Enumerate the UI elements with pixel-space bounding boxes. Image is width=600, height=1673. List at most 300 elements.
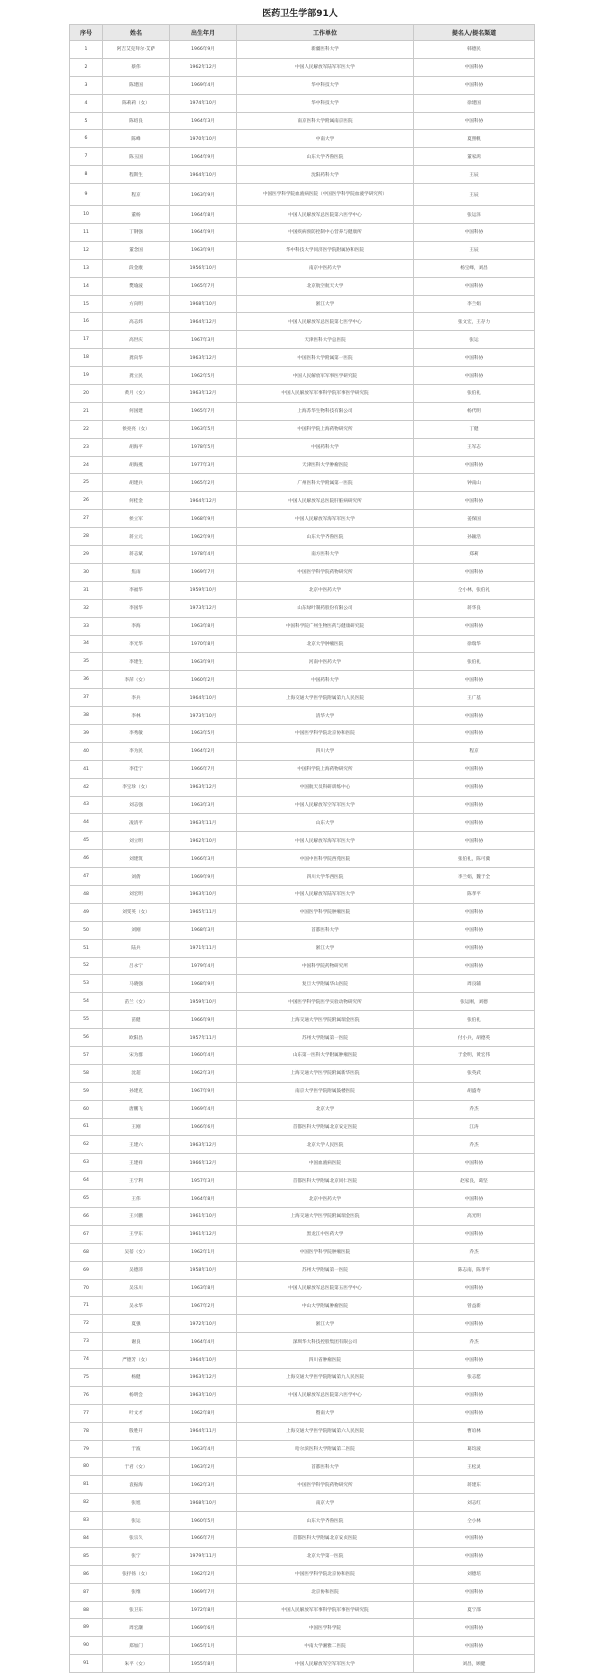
cell-nominator: 夏宁邵 [414, 1601, 535, 1619]
cell-index: 2 [70, 58, 103, 76]
cell-name: 欧阳昌 [103, 1029, 170, 1047]
table-row [70, 1154, 535, 1172]
cell-birth: 1957年11月 [170, 1029, 237, 1047]
cell-nominator: 中国科协 [414, 707, 535, 725]
cell-index: 48 [70, 885, 103, 903]
cell-name: 周宏灏 [103, 1619, 170, 1637]
cell-workplace: 北京协和医院 [237, 1583, 414, 1601]
cell-index: 41 [70, 760, 103, 778]
cell-index: 81 [70, 1476, 103, 1494]
cell-birth: 1964年8月 [170, 1190, 237, 1208]
cell-workplace: 上海交通大学医学院附属第九人民医院 [237, 689, 414, 707]
table-row [70, 1458, 535, 1476]
cell-nominator: 夏照帆 [414, 130, 535, 148]
cell-workplace: 深圳华大科技控股集团有限公司 [237, 1333, 414, 1351]
cell-name: 侯亮亮（女） [103, 420, 170, 438]
table-row [70, 957, 535, 975]
table-row [70, 224, 535, 242]
cell-index: 87 [70, 1583, 103, 1601]
cell-name: 陈玉国 [103, 148, 170, 166]
cell-nominator: 中国科协 [414, 921, 535, 939]
cell-birth: 1967年9月 [170, 1082, 237, 1100]
cell-workplace: 中国血液病医院 [237, 1154, 414, 1172]
cell-nominator: 刘昌，顾健 [414, 1655, 535, 1673]
cell-name: 李国华 [103, 599, 170, 617]
cell-birth: 1963年3月 [170, 796, 237, 814]
cell-index: 49 [70, 903, 103, 921]
cell-index: 73 [70, 1333, 103, 1351]
cell-birth: 1963年4月 [170, 1440, 237, 1458]
cell-birth: 1963年11月 [170, 814, 237, 832]
cell-workplace: 山东大学齐鲁医院 [237, 148, 414, 166]
cell-index: 54 [70, 993, 103, 1011]
table-row [70, 420, 535, 438]
cell-index: 39 [70, 724, 103, 742]
table-row [70, 385, 535, 403]
cell-index: 88 [70, 1601, 103, 1619]
table-row [70, 277, 535, 295]
header-birth: 出生年月 [170, 25, 237, 41]
cell-workplace: 上海苏华生物科技有限公司 [237, 402, 414, 420]
cell-name: 杨健 [103, 1369, 170, 1387]
cell-index: 22 [70, 420, 103, 438]
cell-index: 62 [70, 1136, 103, 1154]
cell-name: 吴蓓（女） [103, 1243, 170, 1261]
cell-index: 6 [70, 130, 103, 148]
cell-nominator: 张伯礼，陈可冀 [414, 850, 535, 868]
table-row [70, 1351, 535, 1369]
table-row [70, 1243, 535, 1261]
cell-workplace: 四川大学 [237, 742, 414, 760]
header-index: 序号 [70, 25, 103, 41]
cell-birth: 1966年3月 [170, 850, 237, 868]
table-row [70, 349, 535, 367]
table-row [70, 1547, 535, 1565]
cell-index: 77 [70, 1404, 103, 1422]
table-row [70, 1082, 535, 1100]
cell-birth: 1978年4月 [170, 546, 237, 564]
cell-index: 40 [70, 742, 103, 760]
cell-nominator: 中国科协 [414, 76, 535, 94]
cell-workplace: 首都医科大学附属北京安贞医院 [237, 1530, 414, 1548]
cell-birth: 1963年12月 [170, 1369, 237, 1387]
cell-index: 85 [70, 1547, 103, 1565]
cell-workplace: 中国人民解放军总医院第六医学中心 [237, 1386, 414, 1404]
cell-workplace: 中国人民解放军军事科学院军事医学研究院 [237, 1601, 414, 1619]
table-row [70, 671, 535, 689]
cell-name: 杨明会 [103, 1386, 170, 1404]
cell-nominator: 中国科协 [414, 1547, 535, 1565]
cell-nominator: 张伯礼 [414, 385, 535, 403]
cell-nominator: 乔杰 [414, 1136, 535, 1154]
table-row [70, 130, 535, 148]
table-row [70, 742, 535, 760]
cell-nominator: 董家鸿 [414, 148, 535, 166]
table-row [70, 921, 535, 939]
cell-birth: 1966年7月 [170, 1530, 237, 1548]
cell-nominator: 中国科协 [414, 814, 535, 832]
cell-workplace: 中国科学院上海药物研究所 [237, 420, 414, 438]
cell-birth: 1973年12月 [170, 599, 237, 617]
cell-nominator: 乔杰 [414, 1243, 535, 1261]
cell-birth: 1973年10月 [170, 707, 237, 725]
cell-birth: 1963年10月 [170, 885, 237, 903]
cell-name: 李佳宁 [103, 760, 170, 778]
cell-index: 78 [70, 1422, 103, 1440]
cell-workplace: 山东第一医科大学附属肿瘤医院 [237, 1046, 414, 1064]
table-row [70, 832, 535, 850]
cell-birth: 1966年9月 [170, 1011, 237, 1029]
cell-nominator: 张志愿 [414, 1369, 535, 1387]
cell-index: 59 [70, 1082, 103, 1100]
cell-name: 阿吉艾克拜尔·艾萨 [103, 41, 170, 59]
cell-name: 张卫东 [103, 1601, 170, 1619]
cell-index: 23 [70, 438, 103, 456]
cell-name: 方向明 [103, 295, 170, 313]
cell-name: 焦雨 [103, 563, 170, 581]
cell-birth: 1963年9月 [170, 184, 237, 206]
header-workplace: 工作单位 [237, 25, 414, 41]
cell-birth: 1964年10月 [170, 1351, 237, 1369]
cell-workplace: 中国疾病预防控制中心营养与健康所 [237, 224, 414, 242]
cell-name: 李萍（女） [103, 671, 170, 689]
cell-nominator: 中国科协 [414, 1279, 535, 1297]
cell-nominator: 蒋建东 [414, 1476, 535, 1494]
cell-name: 凌清平 [103, 814, 170, 832]
cell-index: 17 [70, 331, 103, 349]
cell-birth: 1969年9月 [170, 868, 237, 886]
cell-index: 4 [70, 94, 103, 112]
table-row [70, 993, 535, 1011]
cell-workplace: 南京医科大学附属南京医院 [237, 112, 414, 130]
cell-name: 李福华 [103, 581, 170, 599]
table-row [70, 184, 535, 206]
cell-nominator: 中国科协 [414, 1404, 535, 1422]
table-row [70, 166, 535, 184]
cell-name: 龚立民 [103, 367, 170, 385]
cell-index: 7 [70, 148, 103, 166]
cell-index: 80 [70, 1458, 103, 1476]
cell-index: 82 [70, 1494, 103, 1512]
cell-birth: 1968年3月 [170, 921, 237, 939]
cell-birth: 1964年4月 [170, 1333, 237, 1351]
cell-name: 董念国 [103, 241, 170, 259]
cell-workplace: 中国人民解放军军事科学院军事医学研究院 [237, 385, 414, 403]
cell-name: 孙建克 [103, 1082, 170, 1100]
cell-nominator: 蒋华良 [414, 599, 535, 617]
cell-index: 27 [70, 510, 103, 528]
cell-nominator: 周良辅 [414, 975, 535, 993]
cell-workplace: 上海交通大学医学院附属瑞金医院 [237, 1208, 414, 1226]
cell-workplace: 中国人民解放军总医院第七医学中心 [237, 313, 414, 331]
cell-workplace: 中国人民解放军空军军医大学 [237, 1655, 414, 1673]
cell-index: 63 [70, 1154, 103, 1172]
cell-index: 15 [70, 295, 103, 313]
cell-index: 25 [70, 474, 103, 492]
cell-nominator: 仝小林 [414, 1512, 535, 1530]
cell-index: 5 [70, 112, 103, 130]
cell-nominator: 胡盛寿 [414, 1082, 535, 1100]
cell-workplace: 天津医科大学总医院 [237, 331, 414, 349]
cell-workplace: 北京中医药大学 [237, 581, 414, 599]
cell-name: 叶文才 [103, 1404, 170, 1422]
cell-birth: 1963年5月 [170, 724, 237, 742]
cell-birth: 1963年9月 [170, 653, 237, 671]
cell-workplace: 首都医科大学 [237, 1458, 414, 1476]
cell-name: 刘立明 [103, 832, 170, 850]
cell-nominator: 王广基 [414, 689, 535, 707]
cell-nominator: 程京 [414, 742, 535, 760]
cell-birth: 1964年2月 [170, 742, 237, 760]
table-row [70, 1136, 535, 1154]
table-row [70, 58, 535, 76]
cell-name: 袁振海 [103, 1476, 170, 1494]
table-row [70, 868, 535, 886]
cell-index: 24 [70, 456, 103, 474]
table-row [70, 1011, 535, 1029]
cell-birth: 1961年12月 [170, 1225, 237, 1243]
cell-index: 11 [70, 224, 103, 242]
cell-name: 刘倩 [103, 868, 170, 886]
table-row [70, 724, 535, 742]
cell-birth: 1964年10月 [170, 166, 237, 184]
cell-index: 12 [70, 241, 103, 259]
table-row [70, 76, 535, 94]
cell-workplace: 南京中医药大学 [237, 259, 414, 277]
cell-index: 42 [70, 778, 103, 796]
table-row [70, 939, 535, 957]
cell-birth: 1965年2月 [170, 474, 237, 492]
cell-name: 董杨 [103, 206, 170, 224]
cell-workplace: 北京大学人民医院 [237, 1136, 414, 1154]
cell-nominator: 中国科协 [414, 1315, 535, 1333]
cell-name: 王伟 [103, 1190, 170, 1208]
cell-birth: 1969年7月 [170, 563, 237, 581]
cell-workplace: 中国人民解放军海军军医大学 [237, 832, 414, 850]
cell-birth: 1964年12月 [170, 313, 237, 331]
cell-birth: 1962年8月 [170, 1404, 237, 1422]
table-row [70, 1369, 535, 1387]
table-row [70, 1333, 535, 1351]
cell-workplace: 四川大学华西医院 [237, 868, 414, 886]
cell-nominator: 刘志红 [414, 1494, 535, 1512]
cell-workplace: 中国医科大学附属第一医院 [237, 349, 414, 367]
cell-index: 28 [70, 528, 103, 546]
table-row [70, 1064, 535, 1082]
cell-birth: 1960年2月 [170, 671, 237, 689]
table-row [70, 241, 535, 259]
cell-nominator: 张英武 [414, 1064, 535, 1082]
table-row [70, 1225, 535, 1243]
cell-nominator: 仝小林，张伯礼 [414, 581, 535, 599]
cell-nominator: 陈孝平 [414, 885, 535, 903]
cell-workplace: 天津医科大学肿瘤医院 [237, 456, 414, 474]
cell-nominator: 中国科协 [414, 903, 535, 921]
cell-nominator: 中国科协 [414, 367, 535, 385]
cell-name: 严德芳（女） [103, 1351, 170, 1369]
cell-workplace: 沈阳药科大学 [237, 166, 414, 184]
table-row [70, 814, 535, 832]
cell-name: 吴德沛 [103, 1261, 170, 1279]
table-row [70, 112, 535, 130]
cell-birth: 1963年12月 [170, 778, 237, 796]
cell-nominator: 中国科协 [414, 492, 535, 510]
cell-birth: 1968年9月 [170, 510, 237, 528]
cell-index: 90 [70, 1637, 103, 1655]
cell-nominator: 曾益新 [414, 1297, 535, 1315]
cell-workplace: 山东大学齐鲁医院 [237, 1512, 414, 1530]
cell-workplace: 中国医学科学院血液病医院（中国医学科学院血液学研究所） [237, 184, 414, 206]
cell-birth: 1969年7月 [170, 1583, 237, 1601]
cell-name: 黄月（女） [103, 385, 170, 403]
cell-index: 13 [70, 259, 103, 277]
cell-workplace: 中国科学院药物研究所 [237, 957, 414, 975]
cell-nominator: 葛均波 [414, 1440, 535, 1458]
cell-workplace: 北京航空航天大学 [237, 277, 414, 295]
cell-workplace: 首都医科大学附属北京同仁医院 [237, 1172, 414, 1190]
cell-workplace: 华中科技大学 [237, 76, 414, 94]
cell-nominator: 张伯礼 [414, 653, 535, 671]
table-row [70, 1100, 535, 1118]
table-row [70, 778, 535, 796]
table-row [70, 1261, 535, 1279]
table-row [70, 1404, 535, 1422]
cell-birth: 1970年8月 [170, 635, 237, 653]
cell-nominator: 张文宏，王存力 [414, 313, 535, 331]
table-row [70, 617, 535, 635]
cell-workplace: 中国中医科学院西苑医院 [237, 850, 414, 868]
cell-workplace: 中南大学 [237, 130, 414, 148]
cell-name: 张维 [103, 1583, 170, 1601]
table-row [70, 546, 535, 564]
table-row [70, 689, 535, 707]
cell-index: 79 [70, 1440, 103, 1458]
cell-name: 郑加门 [103, 1637, 170, 1655]
cell-name: 吴永华 [103, 1297, 170, 1315]
cell-birth: 1964年9月 [170, 224, 237, 242]
cell-index: 36 [70, 671, 103, 689]
cell-birth: 1964年3月 [170, 112, 237, 130]
cell-name: 张旭 [103, 1494, 170, 1512]
cell-nominator: 孙颖浩 [414, 528, 535, 546]
cell-birth: 1964年12月 [170, 492, 237, 510]
table-row [70, 599, 535, 617]
cell-workplace: 首都医科大学附属北京安定医院 [237, 1118, 414, 1136]
cell-name: 胡建兵 [103, 474, 170, 492]
table-row [70, 456, 535, 474]
cell-birth: 1966年7月 [170, 760, 237, 778]
cell-birth: 1962年2月 [170, 1565, 237, 1583]
cell-birth: 1968年10月 [170, 1494, 237, 1512]
table-row [70, 707, 535, 725]
table-row [70, 313, 535, 331]
cell-workplace: 中国人民解放军陆军军医大学 [237, 58, 414, 76]
cell-nominator: 徐瑞华 [414, 635, 535, 653]
cell-birth: 1979年11月 [170, 1547, 237, 1565]
cell-name: 蒋立元 [103, 528, 170, 546]
cell-workplace: 中国药科大学 [237, 671, 414, 689]
cell-nominator: 中国科协 [414, 939, 535, 957]
cell-index: 3 [70, 76, 103, 94]
cell-name: 沈超 [103, 1064, 170, 1082]
cell-workplace: 四川省肿瘤医院 [237, 1351, 414, 1369]
cell-nominator: 中国科协 [414, 1351, 535, 1369]
cell-birth: 1963年9月 [170, 241, 237, 259]
cell-birth: 1960年4月 [170, 1046, 237, 1064]
table-row [70, 295, 535, 313]
cell-name: 高世庆 [103, 331, 170, 349]
cell-nominator: 杨宝峰，刘昌 [414, 259, 535, 277]
cell-index: 83 [70, 1512, 103, 1530]
cell-index: 43 [70, 796, 103, 814]
cell-nominator: 中国科协 [414, 563, 535, 581]
cell-birth: 1963年8月 [170, 1279, 237, 1297]
cell-workplace: 中国人民解放军总医院第六医学中心 [237, 206, 414, 224]
cell-name: 李宝珍（女） [103, 778, 170, 796]
cell-name: 刘宏明 [103, 885, 170, 903]
cell-nominator: 赵家良，葛坚 [414, 1172, 535, 1190]
cell-nominator: 李兰娟 [414, 295, 535, 313]
cell-birth: 1963年5月 [170, 420, 237, 438]
cell-birth: 1960年5月 [170, 1512, 237, 1530]
table-row [70, 850, 535, 868]
cell-birth: 1970年10月 [170, 130, 237, 148]
cell-name: 王建六 [103, 1136, 170, 1154]
table-row [70, 635, 535, 653]
table-row [70, 1118, 535, 1136]
cell-name: 王刚 [103, 1118, 170, 1136]
cell-birth: 1966年9月 [170, 41, 237, 59]
table-body [70, 41, 535, 1673]
cell-nominator: 张运刚，刘德 [414, 993, 535, 1011]
table-row [70, 1530, 535, 1548]
cell-name: 陈建国 [103, 76, 170, 94]
cell-name: 陆兵 [103, 939, 170, 957]
cell-index: 64 [70, 1172, 103, 1190]
cell-birth: 1963年12月 [170, 349, 237, 367]
table-row [70, 1619, 535, 1637]
table-row [70, 760, 535, 778]
table-row [70, 581, 535, 599]
cell-birth: 1972年8月 [170, 1601, 237, 1619]
cell-workplace: 中国医学科学院肿瘤医院 [237, 1243, 414, 1261]
cell-workplace: 上海交通大学医学院附属瑞金医院 [237, 1011, 414, 1029]
cell-name: 李兵 [103, 689, 170, 707]
cell-workplace: 黑龙江中医药大学 [237, 1225, 414, 1243]
cell-birth: 1968年10月 [170, 295, 237, 313]
header-nominator: 提名人/提名渠道 [414, 25, 535, 41]
cell-workplace: 中国航天员科研训练中心 [237, 778, 414, 796]
cell-workplace: 中国医学科学院北京协和医院 [237, 724, 414, 742]
cell-birth: 1963年8月 [170, 617, 237, 635]
cell-name: 谢良 [103, 1333, 170, 1351]
cell-nominator: 中国科协 [414, 760, 535, 778]
cell-index: 72 [70, 1315, 103, 1333]
cell-workplace: 清华大学 [237, 707, 414, 725]
table-row [70, 206, 535, 224]
cell-nominator: 乔杰 [414, 1333, 535, 1351]
cell-name: 张宁 [103, 1547, 170, 1565]
cell-birth: 1968年9月 [170, 975, 237, 993]
table-row [70, 367, 535, 385]
cell-index: 71 [70, 1297, 103, 1315]
cell-name: 李建生 [103, 653, 170, 671]
table-row [70, 1601, 535, 1619]
cell-index: 60 [70, 1100, 103, 1118]
table-row [70, 885, 535, 903]
table-row [70, 528, 535, 546]
table-header-row [70, 25, 535, 41]
